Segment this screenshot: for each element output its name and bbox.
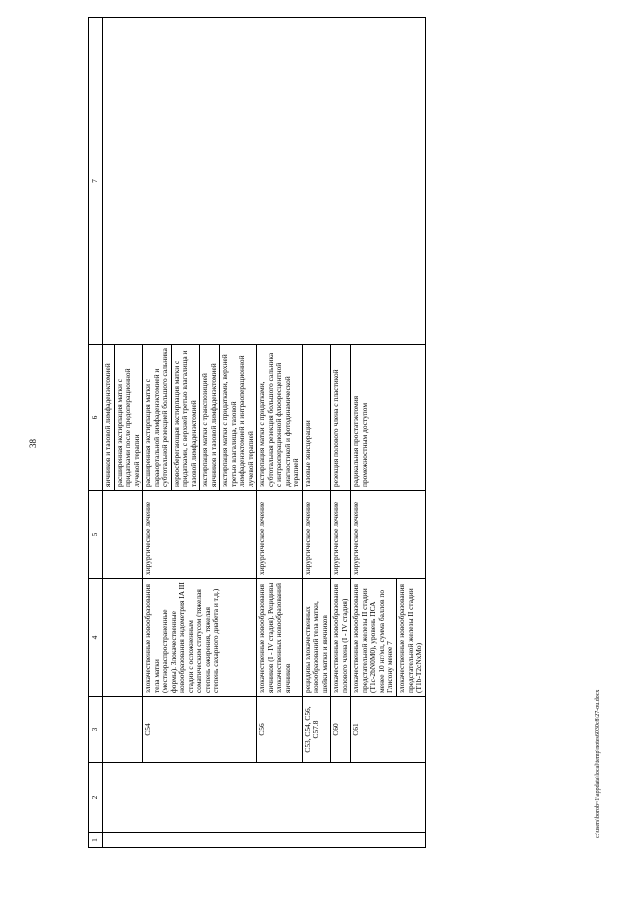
treatment-cell: хирургическое лечение (351, 491, 425, 579)
code-cell: C53, C54, C56, C57.8 (302, 697, 331, 763)
code-cell: C54 (143, 697, 257, 763)
header-cell: 2 (89, 763, 103, 833)
table-row (103, 18, 115, 848)
header-cell: 4 (89, 579, 103, 697)
procedure-cell: экстирпация матки с транспозицией яичников и тазовой лимфаденэктомией (200, 345, 220, 491)
header-cell: 3 (89, 697, 103, 763)
diagnosis-cell: злокачественные новообразования яичников (I - IV стадия). Рецидивы злокачественных новообразований яичников (257, 579, 303, 697)
treatment-cell (103, 491, 143, 579)
rotated-page-content (88, 18, 608, 848)
treatment-cell: хирургическое лечение (331, 491, 351, 579)
procedure-cell: нервосберегающая экстирпация матки с придатками, с верхней третью влагалища и тазовой лимфаденэктомией (171, 345, 200, 491)
treatment-cell: хирургическое лечение (257, 491, 303, 579)
header-cell: 6 (89, 345, 103, 491)
procedure-cell: экстирпация матки с придатками, субтотальная резекция большого сальника с интраоперационной флюоресцентной диагностикой и фотодинамической терапией (257, 345, 303, 491)
code-cell: C60 (331, 697, 351, 763)
treatment-cell: хирургическое лечение (302, 491, 331, 579)
diagnosis-cell: злокачественные новообразования предстательной железы II стадии (T1b-T2cNxMo) (396, 579, 425, 697)
treatment-cell: хирургическое лечение (143, 491, 257, 579)
procedure-cell: расширенная экстирпация матки с придатками после предоперационной лучевой терапии (114, 345, 143, 491)
diagnosis-cell: злокачественные новообразования полового члена (I - IV стадия) (331, 579, 351, 697)
table-header-row (89, 18, 103, 848)
diagnosis-cell: злокачественные новообразования предстательной железы II стадии (T1c-2bN0M0), уровень ПСА менее 10 нг/мл, сумма баллов по Глисону менее 7 (351, 579, 397, 697)
col2-cell (103, 763, 426, 833)
page-number: 38 (28, 439, 38, 448)
procedure-cell: резекция полового члена с пластикой (331, 345, 351, 491)
diagnosis-cell: рецидивы злокачественных новообразований тела матки, шейки матки и яичников (302, 579, 331, 697)
header-cell: 7 (89, 18, 103, 345)
code-cell: C61 (351, 697, 425, 763)
procedure-cell: радикальная простатэктомия промежностным доступом (351, 345, 425, 491)
procedure-cell: экстирпация матки с придатками, верхней третью влагалища, тазовой лимфаденэктомией и интраоперационной лучевой терапией (220, 345, 257, 491)
col7-cell (103, 18, 426, 345)
treatment-table (88, 17, 426, 848)
header-cell: 1 (89, 833, 103, 848)
procedure-cell: расширенная экстирпация матки с парааортальной лимфаденэктомией и субтотальной резекцией большого сальника (143, 345, 172, 491)
diagnosis-cell (103, 579, 143, 697)
header-cell: 5 (89, 491, 103, 579)
procedure-cell: тазовые эвисцерации (302, 345, 331, 491)
footer-file-path: c:\users\borob~1\appdata\local\temp\notes6030c8\27-ou.docx (595, 689, 601, 838)
procedure-cell: яичников и тазовой лимфаденэктомией (103, 345, 115, 491)
diagnosis-cell: злокачественные новообразования тела матки (местнораспространенные формы). Злокачественные новообразования эндометрия IA III стадии с осложненным соматическим статусом (тяжелая степень ожирения, тяжелая степень сахарного диабета и т.д.) (143, 579, 257, 697)
code-cell (103, 697, 143, 763)
code-cell: C56 (257, 697, 303, 763)
col1-cell (103, 833, 426, 848)
